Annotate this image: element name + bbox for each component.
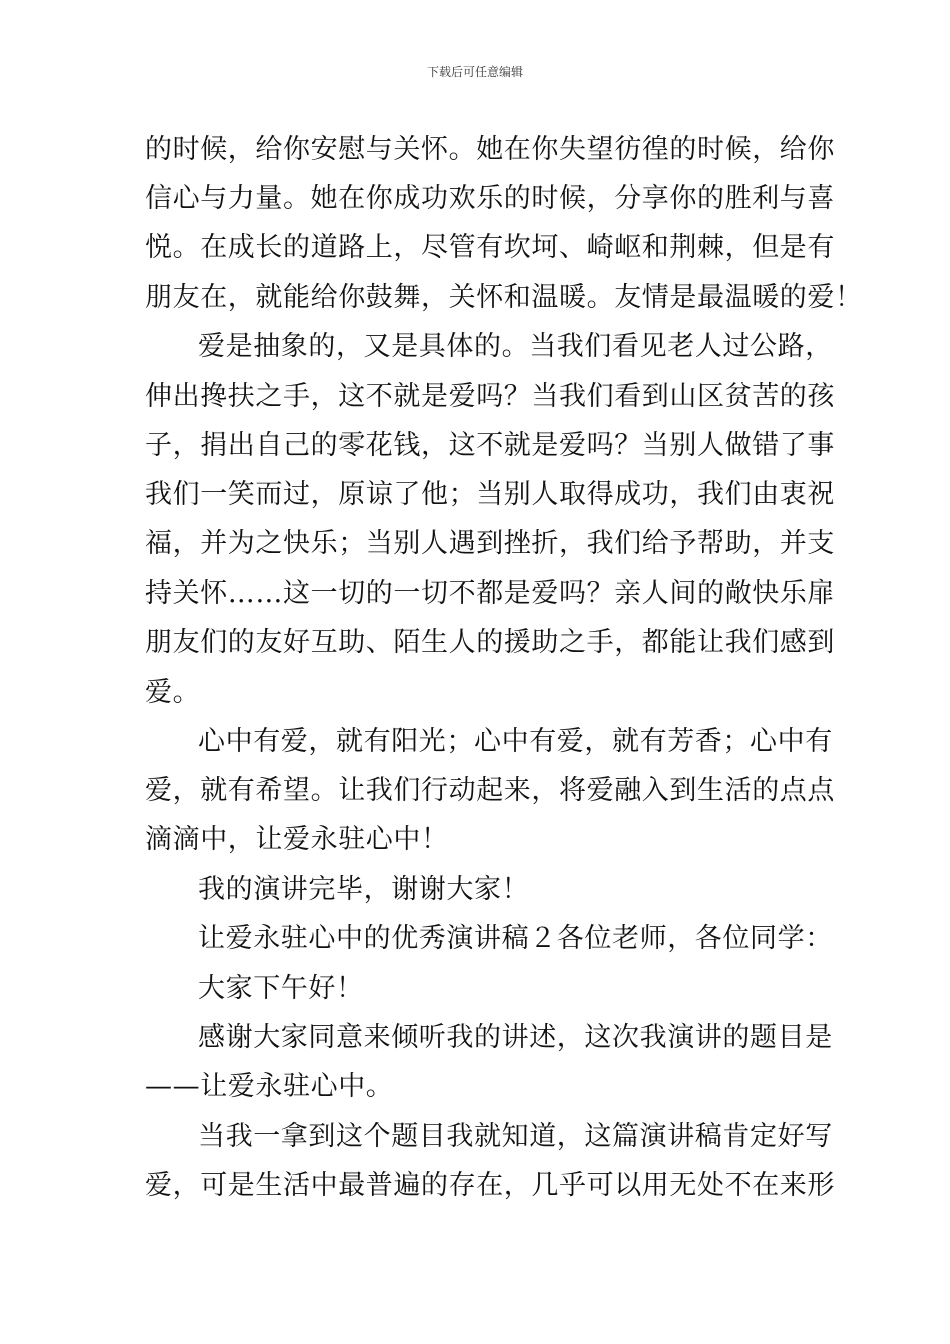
text-line: 感谢大家同意来倾听我的讲述，这次我演讲的题目是 [198,1022,833,1053]
text-line: 爱，就有希望。让我们行动起来，将爱融入到生活的点点 [145,775,835,806]
text-line: 伸出搀扶之手，这不就是爱吗？当我们看到山区贫苦的孩 [145,381,835,412]
text-line: 悦。在成长的道路上，尽管有坎坷、崎岖和荆棘，但是有 [145,232,835,263]
text-line: 心中有爱，就有阳光；心中有爱，就有芳香；心中有 [198,726,833,757]
text-line: 我们一笑而过，原谅了他；当别人取得成功，我们由衷祝 [145,479,835,510]
text-line: 福，并为之快乐；当别人遇到挫折，我们给予帮助，并支 [145,528,835,559]
page-header: 下载后可任意编辑 [426,65,523,79]
text-line: 子，捐出自己的零花钱，这不就是爱吗？当别人做错了事 [145,430,835,461]
text-line: 持关怀……这一切的一切不都是爱吗？亲人间的敞快乐扉 [145,578,835,609]
text-line: 信心与力量。她在你成功欢乐的时候，分享你的胜利与喜 [145,183,835,214]
text-line: 滴滴中，让爱永驻心中！ [145,824,449,855]
text-line: 当我一拿到这个题目我就知道，这篇演讲稿肯定好写 [198,1121,833,1152]
text-line: 我的演讲完毕，谢谢大家！ [198,874,530,905]
text-line: 爱。 [145,677,201,708]
text-line: 让爱永驻心中的优秀演讲稿２各位老师，各位同学： [198,923,833,954]
text-line: 朋友们的友好互助、陌生人的援助之手，都能让我们感到 [145,627,835,658]
text-line: 朋友在，就能给你鼓舞，关怀和温暖。友情是最温暖的爱！ [145,282,863,313]
text-line: 爱是抽象的，又是具体的。当我们看见老人过公路， [198,331,833,362]
text-line: 爱，可是生活中最普遍的存在，几乎可以用无处不在来形 [145,1170,835,1201]
text-line: 大家下午好！ [198,973,364,1004]
text-line: ——让爱永驻心中。 [145,1071,394,1102]
text-line: 的时候，给你安慰与关怀。她在你失望彷徨的时候，给你 [145,134,835,165]
